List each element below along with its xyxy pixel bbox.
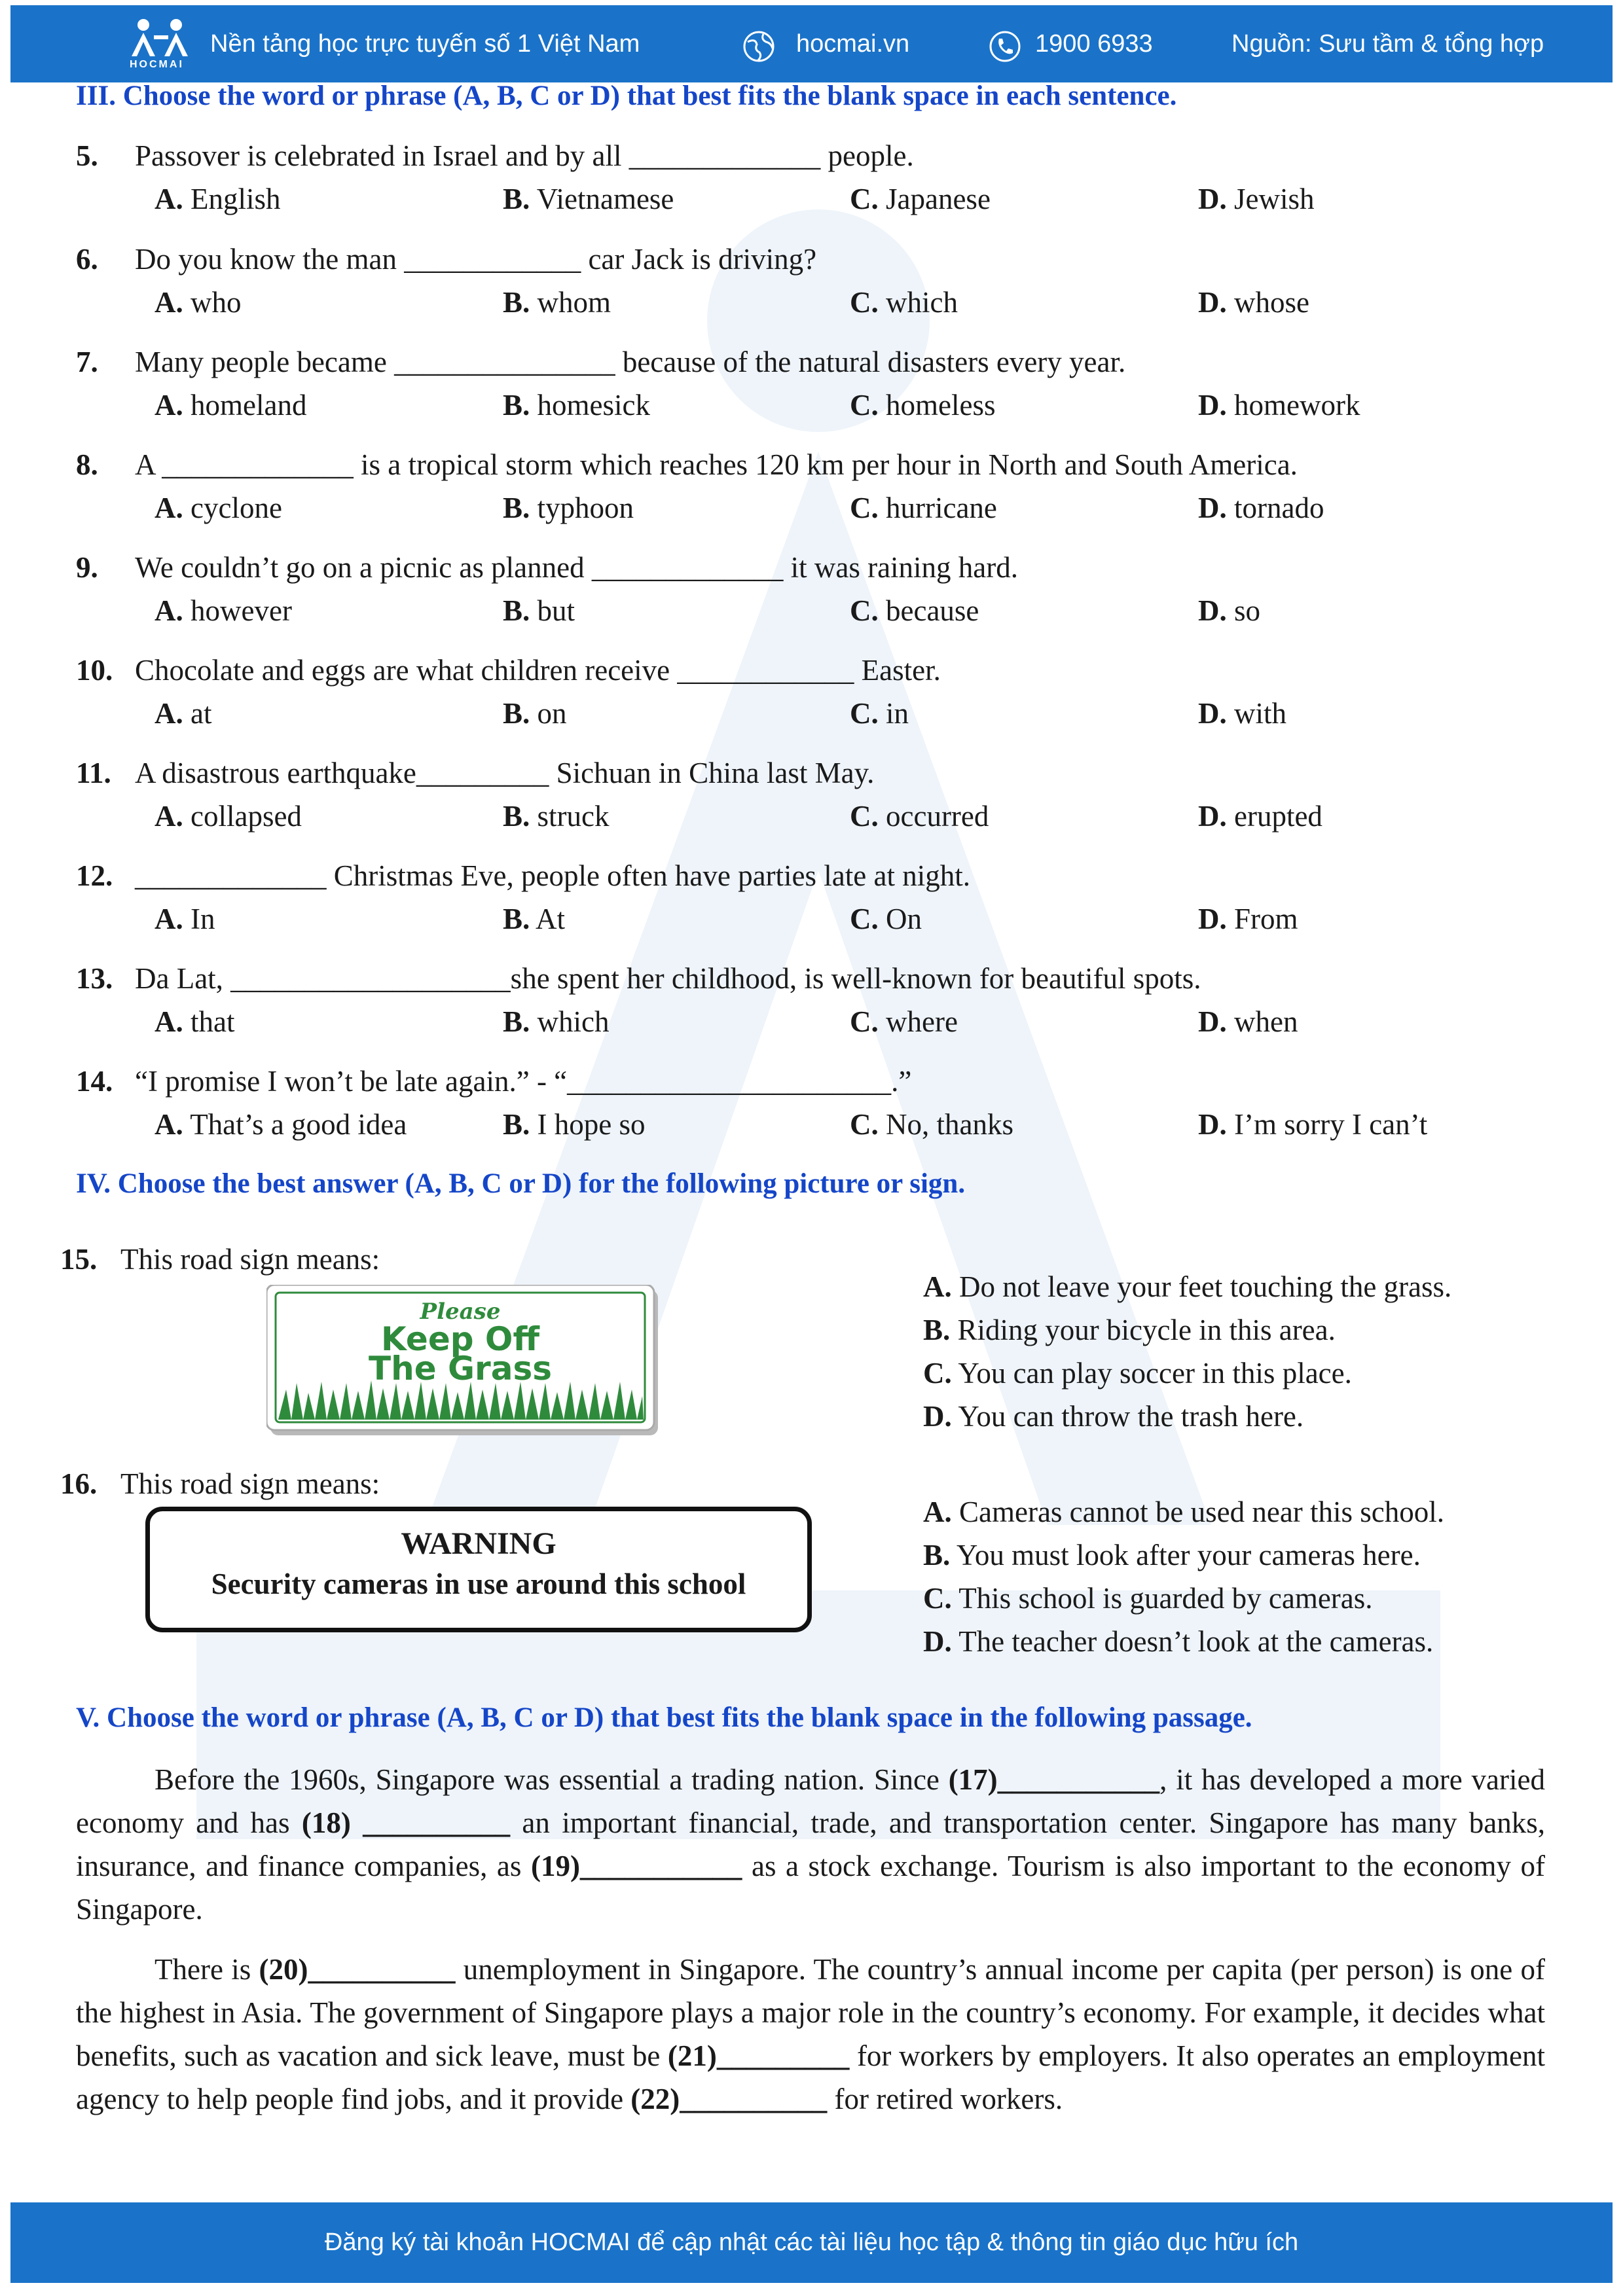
option-b[interactable]: B. which bbox=[503, 1005, 610, 1038]
question-text: This road sign means: bbox=[120, 1243, 380, 1276]
option-text: I’m sorry I can’t bbox=[1234, 1108, 1428, 1141]
option-d[interactable]: D. You can throw the trash here. bbox=[923, 1400, 1304, 1433]
question-text: Do you know the man ____________ car Jack is driving? bbox=[135, 243, 817, 276]
option-text: collapsed bbox=[191, 800, 302, 833]
option-c[interactable]: C. No, thanks bbox=[850, 1108, 1013, 1141]
question-number: 12. bbox=[76, 859, 113, 892]
option-c[interactable]: C. This school is guarded by cameras. bbox=[923, 1582, 1373, 1615]
option-text: because bbox=[886, 594, 979, 627]
option-text: which bbox=[886, 286, 958, 319]
blank-22[interactable]: (22)__________ bbox=[630, 2083, 828, 2115]
question-text: _____________ Christmas Eve, people often have parties late at night. bbox=[135, 859, 970, 892]
question-text: A _____________ is a tropical storm which reaches 120 km per hour in North and South America. bbox=[135, 448, 1298, 481]
option-a[interactable]: A. Do not leave your feet touching the grass. bbox=[923, 1270, 1452, 1303]
option-text: erupted bbox=[1234, 800, 1322, 833]
option-text: cyclone bbox=[191, 492, 282, 524]
option-c[interactable]: C. which bbox=[850, 286, 958, 319]
option-text: tornado bbox=[1234, 492, 1324, 524]
option-a[interactable]: A. that bbox=[155, 1005, 235, 1038]
section-5-title: V. Choose the word or phrase (A, B, C or D) that best fits the blank space in the following passage. bbox=[76, 1702, 1252, 1733]
footer-text: Đăng ký tài khoản HOCMAI để cập nhật các tài liệu học tập & thông tin giáo dục hữu ích bbox=[324, 2229, 1299, 2256]
option-c[interactable]: C. hurricane bbox=[850, 492, 997, 524]
option-d[interactable]: D. The teacher doesn’t look at the cameras. bbox=[923, 1625, 1434, 1658]
option-a[interactable]: A. In bbox=[155, 903, 215, 935]
option-text: struck bbox=[537, 800, 610, 833]
option-text: In bbox=[191, 903, 215, 935]
option-text: homework bbox=[1234, 389, 1360, 422]
option-c[interactable]: C. in bbox=[850, 697, 909, 730]
option-b[interactable]: B. Vietnamese bbox=[503, 183, 674, 215]
question-text: Chocolate and eggs are what children receive ____________ Easter. bbox=[135, 654, 941, 687]
passage-text: for retired workers. bbox=[827, 2083, 1063, 2115]
option-d[interactable]: D. with bbox=[1198, 697, 1287, 730]
passage-paragraph-1 bbox=[76, 1758, 1545, 1931]
logo-text: HOCMAI bbox=[130, 59, 184, 70]
header-phone: 1900 6933 bbox=[1035, 30, 1153, 58]
header-website-link[interactable]: hocmai.vn bbox=[796, 30, 910, 58]
warning-text: Security cameras in use around this school bbox=[211, 1568, 746, 1600]
option-c[interactable]: C. homeless bbox=[850, 389, 996, 422]
option-text: typhoon bbox=[537, 492, 634, 524]
option-a[interactable]: A. however bbox=[155, 594, 292, 627]
option-c[interactable]: C. On bbox=[850, 903, 922, 935]
option-text: On bbox=[886, 903, 922, 935]
option-text: Japanese bbox=[886, 183, 991, 215]
option-text: on bbox=[537, 697, 567, 730]
warning-sign bbox=[145, 1507, 812, 1632]
option-a[interactable]: A. cyclone bbox=[155, 492, 282, 524]
passage-text: Before the 1960s, Singapore was essential a trading nation. Since bbox=[155, 1763, 949, 1796]
option-text: From bbox=[1234, 903, 1298, 935]
option-d[interactable]: D. so bbox=[1198, 594, 1261, 627]
question-number: 11. bbox=[76, 757, 111, 789]
question-number: 14. bbox=[76, 1065, 113, 1098]
option-a[interactable]: A. That’s a good idea bbox=[155, 1108, 407, 1141]
header-bar bbox=[10, 5, 1613, 82]
option-c[interactable]: C. You can play soccer in this place. bbox=[923, 1357, 1352, 1390]
option-b[interactable]: B. typhoon bbox=[503, 492, 634, 524]
warning-title: WARNING bbox=[401, 1526, 556, 1561]
question-number: 6. bbox=[76, 243, 98, 276]
question-number: 5. bbox=[76, 139, 98, 172]
option-b[interactable]: B. struck bbox=[503, 800, 610, 833]
option-text: Riding your bicycle in this area. bbox=[957, 1314, 1336, 1346]
option-text: whom bbox=[537, 286, 611, 319]
option-text: Cameras cannot be used near this school. bbox=[959, 1496, 1445, 1528]
blank-20[interactable]: (20)__________ bbox=[259, 1953, 456, 1986]
option-a[interactable]: A. at bbox=[155, 697, 212, 730]
option-text: which bbox=[537, 1005, 610, 1038]
option-b[interactable]: B. on bbox=[503, 697, 567, 730]
option-a[interactable]: A. homeland bbox=[155, 389, 307, 422]
question-text: A disastrous earthquake_________ Sichuan in China last May. bbox=[135, 757, 875, 789]
option-c[interactable]: C. occurred bbox=[850, 800, 989, 833]
header-source: Nguồn: Sưu tầm & tổng hợp bbox=[1231, 30, 1544, 58]
question-number: 8. bbox=[76, 448, 98, 481]
question-text: We couldn’t go on a picnic as planned _____________ it was raining hard. bbox=[135, 551, 1019, 584]
option-text: Jewish bbox=[1234, 183, 1315, 215]
option-b[interactable]: B. I hope so bbox=[503, 1108, 646, 1141]
option-text: when bbox=[1234, 1005, 1298, 1038]
option-text: however bbox=[191, 594, 292, 627]
option-text: English bbox=[191, 183, 281, 215]
option-a[interactable]: A. who bbox=[155, 286, 242, 319]
option-text: but bbox=[537, 594, 575, 627]
question-number: 15. bbox=[60, 1243, 98, 1276]
blank-18[interactable]: (18) __________ bbox=[301, 1806, 511, 1839]
option-text: so bbox=[1234, 594, 1261, 627]
question-text: This road sign means: bbox=[120, 1467, 380, 1500]
option-text: Do not leave your feet touching the grass. bbox=[959, 1270, 1452, 1303]
blank-21[interactable]: (21)_________ bbox=[667, 2039, 850, 2072]
option-text: occurred bbox=[886, 800, 989, 833]
option-text: who bbox=[191, 286, 242, 319]
sign-keep-off-text: Keep Off bbox=[381, 1320, 539, 1358]
option-d[interactable]: D. I’m sorry I can’t bbox=[1198, 1108, 1428, 1141]
option-text: homesick bbox=[537, 389, 650, 422]
question-text: Da Lat, ___________________she spent her childhood, is well-known for beautiful spots. bbox=[135, 962, 1201, 995]
option-text: where bbox=[886, 1005, 958, 1038]
question-number: 7. bbox=[76, 346, 98, 378]
option-text: At bbox=[536, 903, 566, 935]
option-a[interactable]: A. English bbox=[155, 183, 281, 215]
blank-19[interactable]: (19)___________ bbox=[530, 1850, 742, 1882]
header-slogan: Nền tảng học trực tuyến số 1 Việt Nam bbox=[210, 30, 640, 58]
option-b[interactable]: B. Riding your bicycle in this area. bbox=[923, 1314, 1336, 1346]
question-text: Passover is celebrated in Israel and by all _____________ people. bbox=[135, 139, 914, 172]
option-b[interactable]: B. homesick bbox=[503, 389, 650, 422]
option-text: The teacher doesn’t look at the cameras. bbox=[958, 1625, 1434, 1658]
option-a[interactable]: A. collapsed bbox=[155, 800, 302, 833]
option-b[interactable]: B. whom bbox=[503, 286, 611, 319]
question-number: 10. bbox=[76, 654, 113, 687]
section-3-title: III. Choose the word or phrase (A, B, C or D) that best fits the blank space in each sentence. bbox=[76, 81, 1177, 111]
sign-please-text: Please bbox=[420, 1299, 501, 1325]
option-c[interactable]: C. because bbox=[850, 594, 979, 627]
option-text: whose bbox=[1234, 286, 1309, 319]
footer-bar[interactable] bbox=[10, 2202, 1613, 2283]
keep-off-grass-sign bbox=[266, 1285, 662, 1438]
option-text: Vietnamese bbox=[536, 183, 674, 215]
option-text: That’s a good idea bbox=[190, 1108, 407, 1141]
question-number: 16. bbox=[60, 1467, 98, 1500]
option-d[interactable]: D. whose bbox=[1198, 286, 1309, 319]
option-c[interactable]: C. Japanese bbox=[850, 183, 991, 215]
option-text: homeless bbox=[886, 389, 996, 422]
option-d[interactable]: D. homework bbox=[1198, 389, 1360, 422]
passage-text: , it has developed a more varied economy and has bbox=[76, 1763, 1545, 1839]
passage-text: for workers by employers. It also operates an employment agency to help people find jobs, and it provide bbox=[76, 2039, 1545, 2115]
option-d[interactable]: D. Jewish bbox=[1198, 183, 1315, 215]
passage-text: as a stock exchange. Tourism is also important to the economy of Singapore. bbox=[76, 1850, 1545, 1926]
option-d[interactable]: D. From bbox=[1198, 903, 1298, 935]
option-text: No, thanks bbox=[886, 1108, 1013, 1141]
option-text: hurricane bbox=[886, 492, 997, 524]
option-c[interactable]: C. where bbox=[850, 1005, 958, 1038]
option-b[interactable]: B. At bbox=[503, 903, 566, 935]
passage-text: unemployment in Singapore. The country’s annual income per capita (per person) is one of the highest in Asia. The government of Singapore plays a major role in the country’s economy. For example, it decides what benefits, such as vacation and sick leave, must be bbox=[76, 1953, 1545, 2072]
globe-icon bbox=[742, 30, 775, 63]
passage-paragraph-2 bbox=[76, 1948, 1545, 2121]
option-text: in bbox=[886, 697, 909, 730]
sign-grass-text: The Grass bbox=[369, 1350, 552, 1388]
question-text: “I promise I won’t be late again.” - “______________________.” bbox=[135, 1065, 912, 1098]
option-text: with bbox=[1234, 697, 1287, 730]
option-text: You can play soccer in this place. bbox=[958, 1357, 1352, 1390]
question-text: Many people became _______________ because of the natural disasters every year. bbox=[135, 346, 1126, 378]
phone-icon bbox=[989, 30, 1021, 63]
option-b[interactable]: B. You must look after your cameras here. bbox=[923, 1539, 1421, 1571]
option-a[interactable]: A. Cameras cannot be used near this school. bbox=[923, 1496, 1445, 1528]
passage-text: an important financial, trade, and transportation center. Singapore has many banks, insurance, and finance companies, as bbox=[76, 1806, 1545, 1882]
section-4-title: IV. Choose the best answer (A, B, C or D) for the following picture or sign. bbox=[76, 1168, 966, 1199]
question-number: 13. bbox=[76, 962, 113, 995]
option-text: I hope so bbox=[537, 1108, 646, 1141]
option-b[interactable]: B. but bbox=[503, 594, 575, 627]
passage-text: There is bbox=[155, 1953, 259, 1986]
option-d[interactable]: D. tornado bbox=[1198, 492, 1324, 524]
blank-17[interactable]: (17)___________ bbox=[948, 1763, 1160, 1796]
option-text: that bbox=[191, 1005, 235, 1038]
option-text: at bbox=[191, 697, 212, 730]
option-text: You can throw the trash here. bbox=[958, 1400, 1304, 1433]
option-text: homeland bbox=[191, 389, 307, 422]
option-d[interactable]: D. when bbox=[1198, 1005, 1298, 1038]
question-number: 9. bbox=[76, 551, 98, 584]
option-d[interactable]: D. erupted bbox=[1198, 800, 1322, 833]
option-text: You must look after your cameras here. bbox=[956, 1539, 1421, 1571]
option-text: This school is guarded by cameras. bbox=[958, 1582, 1373, 1615]
